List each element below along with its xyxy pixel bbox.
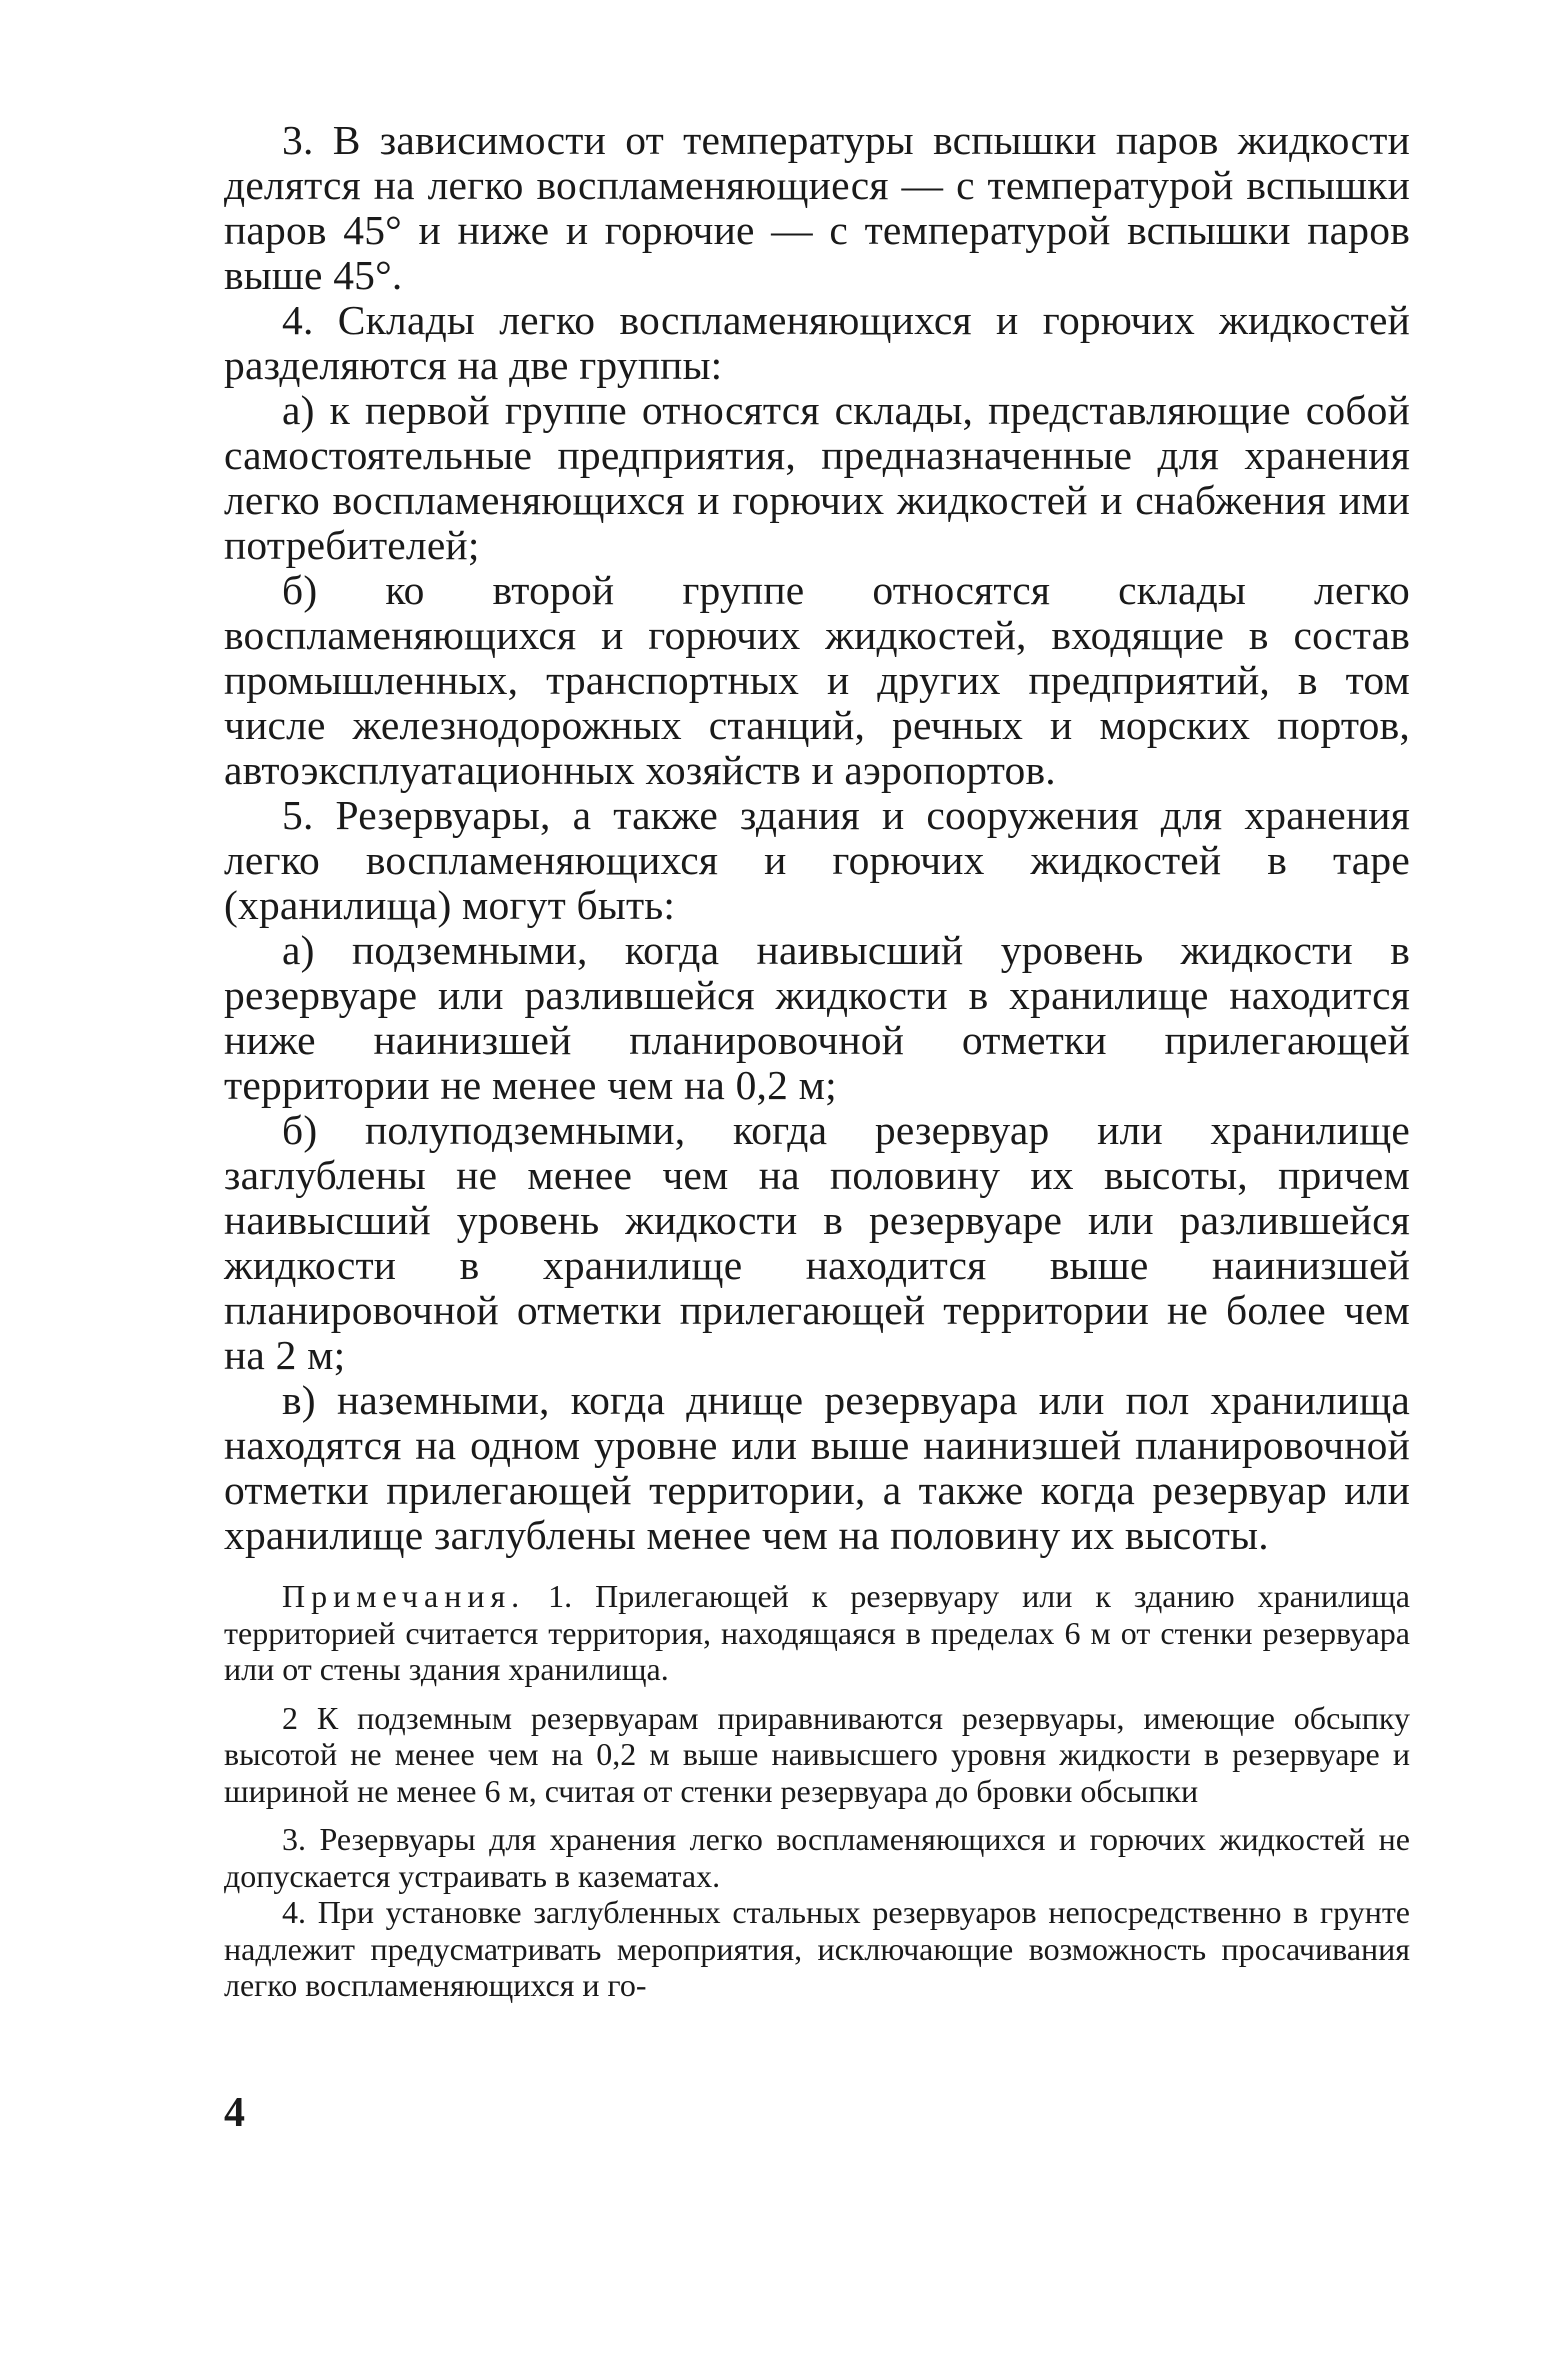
note-2: 2 К подземным резервуарам приравниваются резервуары, имеющие обсыпку высотой не менее чем на 0,2 м выше наивысшего уровня жидкости в резервуаре и шириной не менее 6 м, считая от стенки резервуара до бровки обсыпки <box>224 1699 1410 1809</box>
paragraph-4a: а) к первой группе относятся склады, представляющие собой самостоятельные предприятия, предназначенные для хранения легко воспламеняющихся и горючих жидкостей и снабжения ими потребителей; <box>224 387 1410 568</box>
page-number: 4 <box>224 2090 245 2136</box>
note-4: 4. При установке заглубленных стальных резервуаров непосредственно в грунте надлежит предусматривать мероприятия, исключающие возможность просачивания легко воспламеняющихся и го- <box>224 1894 1410 2003</box>
paragraph-4b: б) ко второй группе относятся склады легко воспламеняющихся и горючих жидкостей, входящие в состав промышленных, транспортных и других предприятий, в том числе железнодорожных станций, речных и морских портов, автоэксплуатационных хозяйств и аэропортов. <box>224 567 1410 793</box>
paragraph-5v: в) наземными, когда днище резервуара или пол хранилища находятся на одном уровне или выше наинизшей планировочной отметки прилегающей территории, а также когда резервуар или хранилище заглублены менее чем на половину их высоты. <box>224 1377 1410 1558</box>
paragraph-5: 5. Резервуары, а также здания и сооружения для хранения легко воспламеняющихся и горючих жидкостей в таре (хранилища) могут быть: <box>224 792 1410 928</box>
paragraph-5a: а) подземными, когда наивысший уровень жидкости в резервуаре или разлившейся жидкости в хранилище находится ниже наинизшей планировочной отметки прилегающей территории не менее чем на 0,2 м; <box>224 927 1410 1108</box>
main-text <box>224 118 1410 1558</box>
notes-section <box>224 1578 1410 2004</box>
notes-heading: Примечания. <box>282 1578 526 1614</box>
page-body <box>224 118 1410 2004</box>
paragraph-4: 4. Склады легко воспламеняющихся и горючих жидкостей разделяются на две группы: <box>224 297 1410 388</box>
note-3: 3. Резервуары для хранения легко воспламеняющихся и горючих жидкостей не допускается устраивать в казематах. <box>224 1821 1410 1894</box>
paragraph-3: 3. В зависимости от температуры вспышки паров жидкости делятся на легко воспламеняющиеся — с температурой вспышки паров 45° и ниже и горючие — с температурой вспышки паров выше 45°. <box>224 117 1410 298</box>
paragraph-5b: б) полуподземными, когда резервуар или хранилище заглублены не менее чем на половину их высоты, причем наивысший уровень жидкости в резервуаре или разлившейся жидкости в хранилище находится выше наинизшей планировочной отметки прилегающей территории не более чем на 2 м; <box>224 1107 1410 1378</box>
note-1 <box>224 1578 1410 1688</box>
note-1-text: 1. Прилегающей к резервуару или к зданию хранилища территорией считается территория, находящаяся в пределах 6 м от стенки резервуара или от стены здания хранилища. <box>224 1578 1411 1687</box>
